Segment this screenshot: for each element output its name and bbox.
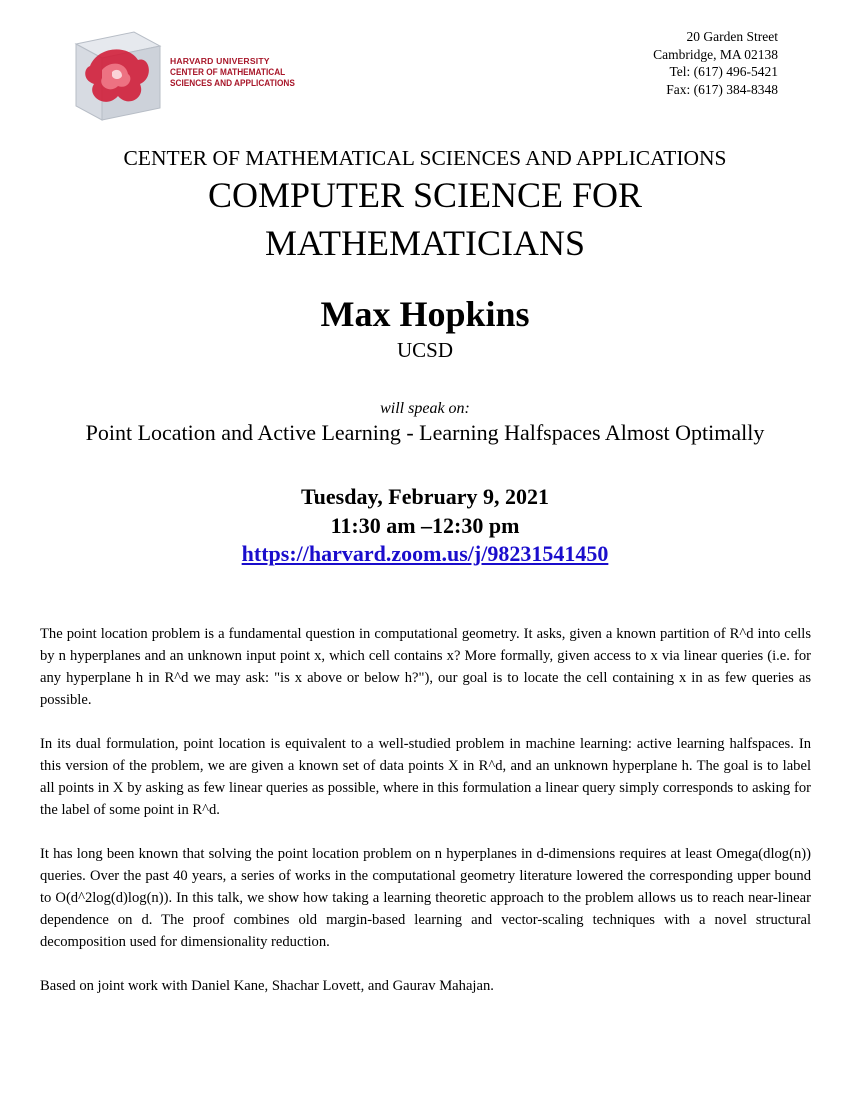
- cmsa-logo-text: [170, 56, 315, 89]
- cmsa-logo: [68, 26, 298, 124]
- event-time: 11:30 am –12:30 pm: [330, 513, 520, 538]
- speaker-name: Max Hopkins: [320, 294, 530, 334]
- address-street: 20 Garden Street: [686, 29, 778, 44]
- abstract-paragraph: In its dual formulation, point location is equivalent to a well-studied problem in machine learning: active learning halfspaces. In this version of the problem, we are given a known set of data points X in R^d, and an unknown hyperplane h. The goal is to label all points in X by asking as few linear queries as possible, where in this formulation a linear query simply corresponds to asking for the label of some point in R^d.: [40, 736, 811, 818]
- address-block: [653, 28, 778, 98]
- event-date: Tuesday, February 9, 2021: [301, 484, 549, 509]
- zoom-link[interactable]: https://harvard.zoom.us/j/98231541450: [241, 541, 609, 566]
- speaker-affiliation: UCSD: [396, 338, 454, 362]
- will-speak-label: will speak on:: [380, 400, 470, 417]
- abstract-paragraph: The point location problem is a fundamental question in computational geometry. It asks, given a known partition of R^d into cells by n hyperplanes and an unknown input point x, which cell contains x? More formally, given access to x via linear queries (i.e. for any hyperplane h in R^d we may ask: "is x above or below h?"), our goal is to locate the cell containing x in as few queries as possible.: [40, 626, 811, 708]
- logo-line-1: HARVARD UNIVERSITY: [170, 56, 270, 66]
- abstract-paragraph: Based on joint work with Daniel Kane, Shachar Lovett, and Gaurav Mahajan.: [40, 978, 494, 994]
- abstract-paragraph: It has long been known that solving the point location problem on n hyperplanes in d-dimensions requires at least Omega(dlog(n)) queries. Over the past 40 years, a series of works in the computational geometry literature lowered the corresponding upper bound to O(d^2log(d)log(n)). In this talk, we show how taking a learning theoretic approach to the problem allows us to reach near-linear dependence on d. The proof combines old margin-based learning and vector-scaling techniques with a novel structural decomposition used for dimensionality reduction.: [40, 846, 811, 950]
- logo-line-2: CENTER OF MATHEMATICAL: [170, 67, 286, 78]
- cmsa-logo-cube-icon: [68, 26, 166, 124]
- abstract: [40, 623, 811, 1019]
- center-name: CENTER OF MATHEMATICAL SCIENCES AND APPLICATIONS: [123, 146, 727, 170]
- zoom-link-container: [0, 541, 850, 567]
- address-tel: Tel: (617) 496-5421: [669, 64, 778, 79]
- series-title-line-1: COMPUTER SCIENCE FOR: [207, 175, 643, 215]
- address-fax: Fax: (617) 384-8348: [666, 81, 778, 97]
- logo-line-3: SCIENCES AND APPLICATIONS: [170, 78, 295, 89]
- talk-title: Point Location and Active Learning - Learning Halfspaces Almost Optimally: [85, 420, 765, 445]
- series-title-line-2: MATHEMATICIANS: [264, 223, 585, 263]
- address-city: Cambridge, MA 02138: [653, 46, 778, 62]
